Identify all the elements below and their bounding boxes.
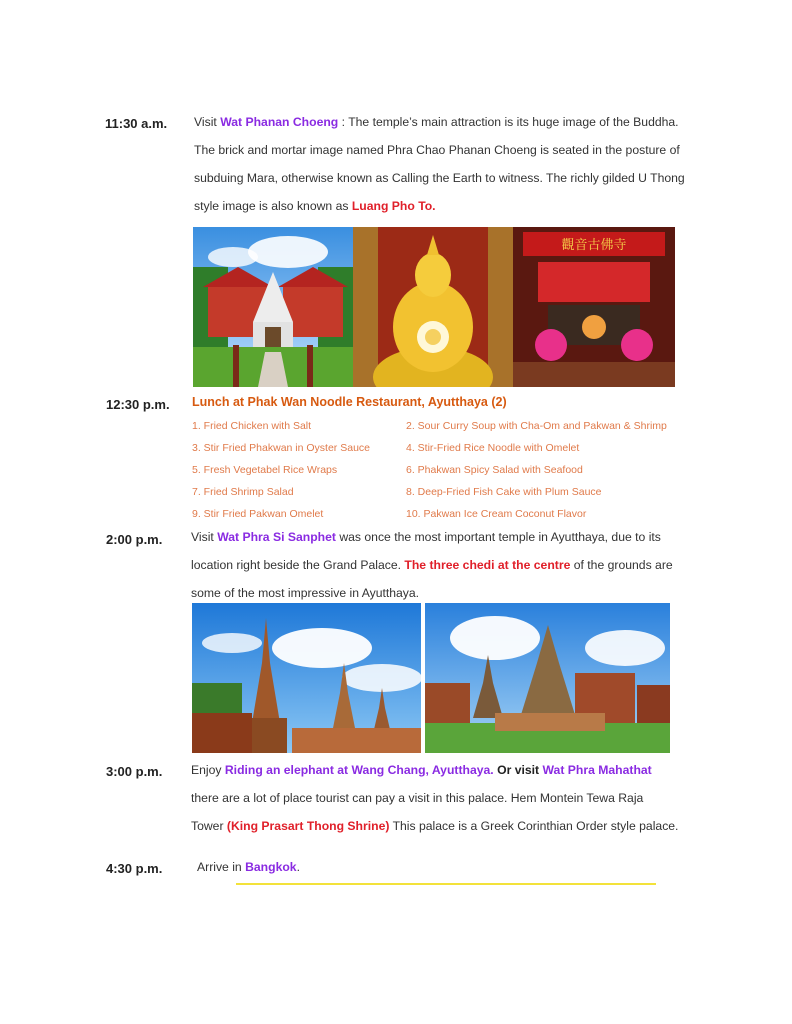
para-1130-line2: The brick and mortar image named Phra Chao Phanan Choeng is seated in the posture of xyxy=(194,143,680,157)
para-430: Arrive in Bangkok. xyxy=(197,860,300,874)
lunch-title: Lunch at Phak Wan Noodle Restaurant, Ayutthaya (2) xyxy=(192,395,507,409)
menu-item: 3. Stir Fried Phakwan in Oyster Sauce xyxy=(192,442,370,454)
para-1130-line4: style image is also known as Luang Pho To. xyxy=(194,199,436,213)
para-200-line2: location right beside the Grand Palace. The three chedi at the centre of the grounds are xyxy=(191,558,673,572)
para-200-line1: Visit Wat Phra Si Sanphet was once the most important temple in Ayutthaya, due to its xyxy=(191,530,661,544)
para-1130-line3: subduing Mara, otherwise known as Calling the Earth to witness. The richly gilded U Thong xyxy=(194,171,685,185)
time-1130: 11:30 a.m. xyxy=(105,116,168,131)
time-1230: 12:30 p.m. xyxy=(106,397,170,412)
menu-item: 5. Fresh Vegetabel Rice Wraps xyxy=(192,464,338,476)
para-1130-line1: Visit Wat Phanan Choeng : The temple’s main attraction is its huge image of the Buddha. xyxy=(194,115,679,129)
photo-chinese-shrine xyxy=(513,227,675,387)
yellow-divider xyxy=(236,883,656,885)
place-wat-phanan-choeng: Wat Phanan Choeng xyxy=(220,115,339,129)
photo-golden-buddha xyxy=(353,227,513,387)
para-300-line1: Enjoy Riding an elephant at Wang Chang, Ayutthaya. Or visit Wat Phra Mahathat xyxy=(191,763,652,777)
menu-item: 10. Pakwan Ice Cream Coconut Flavor xyxy=(406,508,587,520)
photo-temple-exterior xyxy=(193,227,353,387)
photo-chedi-left xyxy=(192,603,421,753)
time-430: 4:30 p.m. xyxy=(106,861,163,876)
time-300: 3:00 p.m. xyxy=(106,764,163,779)
place-wat-phra-si-sanphet: Wat Phra Si Sanphet xyxy=(217,530,336,544)
menu-item: 6. Phakwan Spicy Salad with Seafood xyxy=(406,464,583,476)
photo-chedi-right xyxy=(425,603,670,753)
highlight-luang-pho-to: Luang Pho To. xyxy=(351,199,436,213)
menu-item: 7. Fried Shrimp Salad xyxy=(192,486,294,498)
para-300-line2: there are a lot of place tourist can pay a visit in this palace. Hem Montein Tewa Raja xyxy=(191,791,644,805)
menu-item: 9. Stir Fried Pakwan Omelet xyxy=(192,508,324,520)
highlight-three-chedi: The three chedi at the centre xyxy=(404,558,571,572)
place-riding-elephant: Riding an elephant at Wang Chang, Ayutthaya. xyxy=(224,763,494,777)
menu-item: 2. Sour Curry Soup with Cha-Om and Pakwan & Shrimp xyxy=(406,420,667,432)
para-200-line3: some of the most impressive in Ayutthaya. xyxy=(191,586,420,600)
menu-item: 8. Deep-Fried Fish Cake with Plum Sauce xyxy=(406,486,602,498)
para-300-line3: Tower (King Prasart Thong Shrine) This palace is a Greek Corinthian Order style palace. xyxy=(191,819,679,833)
highlight-king-prasart-thong: (King Prasart Thong Shrine) xyxy=(226,819,390,833)
place-wat-phra-mahathat: Wat Phra Mahathat xyxy=(542,763,652,777)
menu-item: 4. Stir-Fried Rice Noodle with Omelet xyxy=(406,442,580,454)
para-200 xyxy=(191,523,731,607)
signboard-text: 觀音古佛寺 xyxy=(561,238,627,253)
menu-item: 1. Fried Chicken with Salt xyxy=(192,420,312,432)
para-300 xyxy=(191,756,731,840)
time-200: 2:00 p.m. xyxy=(106,532,163,547)
place-bangkok: Bangkok xyxy=(245,860,297,874)
para-1130 xyxy=(194,108,734,220)
